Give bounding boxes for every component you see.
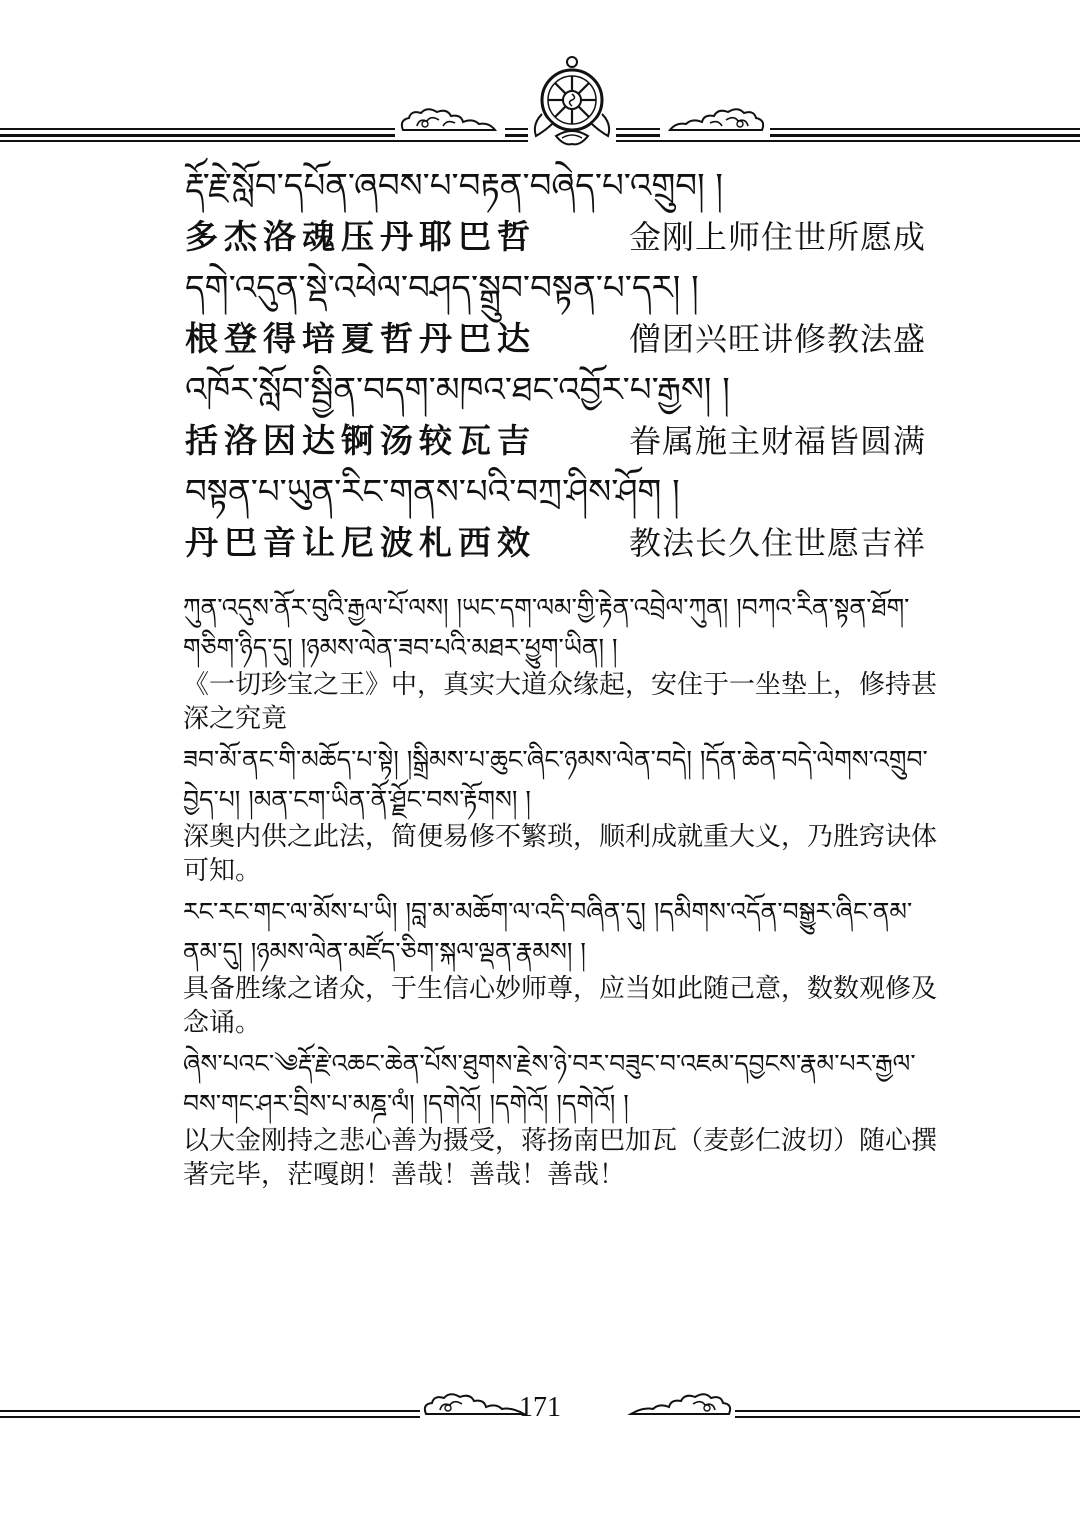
commentary-chinese: 以大金刚持之悲心善为摄受，蒋扬南巴加瓦（麦彭仁波切）随心撰著完毕，茫嘎朗！善哉！善哉！善哉！ — [183, 1126, 938, 1190]
verse-meaning: 眷属施主财福皆圆满 — [629, 422, 927, 460]
verse-transliteration: 根登得培夏哲丹巴达 — [185, 319, 536, 358]
verse-meaning: 僧团兴旺讲修教法盛 — [629, 320, 927, 358]
commentary-tibetan-line: བྱེད་པ། །མན་ངག་ཡིན་ནོ་ཤྗོང་བས་རྟོགས། ། — [183, 785, 531, 814]
verse-chinese-row — [185, 518, 985, 568]
cloud-right-icon — [660, 104, 770, 138]
verse-chinese-row — [185, 314, 985, 364]
verse-block — [185, 160, 985, 568]
verse-tibetan-line: འཁོར་སློབ་སྦྱིན་བདག་མཁའ་ཐང་འབྱོར་པ་རྒྱས། ། — [185, 370, 730, 410]
page-number: 171 — [519, 1392, 561, 1423]
verse-transliteration: 括洛因达锕汤较瓦吉 — [185, 421, 536, 460]
verse-tibetan-line: བསྟན་པ་ཡུན་རིང་གནས་པའི་བཀྲ་ཤིས་ཤོག ། — [185, 472, 680, 512]
commentary-tibetan-line: ནམ་དུ། །ཉམས་ལེན་མཛོད་ཅིག་སྐལ་ལྡན་རྣམས། ། — [183, 937, 586, 966]
commentary-tibetan-line: ཞེས་པའང་༄རྡོ་རྗེ་འཆང་ཆེན་པོས་ཐུགས་རྗེས་ཉེ་བར་བཟུང་བ་འཇམ་དབྱངས་རྣམ་པར་རྒྱལ་ — [183, 1049, 916, 1078]
verse-tibetan-line: རྡོ་རྗེ་སློབ་དཔོན་ཞབས་པ་བརྟན་བཞེད་པ་འགྲུབ། ། — [185, 166, 723, 206]
cloud-left-icon — [395, 104, 505, 138]
commentary-tibetan-line: བས་གང་ཤར་བྲིས་པ་མཎྜ་ལཾ། །དགེའོ། །དགེའོ། །དགེའོ། ། — [183, 1089, 629, 1118]
verse-meaning: 金刚上师住世所愿成 — [629, 218, 927, 256]
commentary-chinese: 深奥内供之此法，简便易修不繁琐，顺利成就重大义，乃胜窍诀体可知。 — [183, 822, 938, 886]
commentary-tibetan-line: རང་རང་གང་ལ་མོས་པ་ཡི། །བླ་མ་མཆོག་ལ་འདི་བཞིན་དུ། །དམིགས་འདོན་བསྒྱུར་ཞིང་ནམ་ — [183, 897, 913, 926]
commentary-tibetan-line: ཀུན་འདུས་ནོར་བུའི་རྒྱལ་པོ་ལས། །ཡང་དག་ལམ་གྱི་རྟེན་འབྲེལ་ཀུན། །བཀའ་རིན་སྟན་ཐོག་ — [183, 593, 910, 622]
verse-transliteration: 丹巴音让尼波札西效 — [185, 523, 536, 562]
dharma-wheel-icon — [522, 54, 622, 154]
verse-meaning: 教法长久住世愿吉祥 — [629, 524, 927, 562]
verse-chinese-row — [185, 416, 985, 466]
verse-transliteration: 多杰洛魂压丹耶巴哲 — [185, 217, 536, 256]
verse-chinese-row — [185, 212, 985, 262]
verse-tibetan-line: དགེ་འདུན་སྡེ་འཕེལ་བཤད་སྒྲུབ་བསྟན་པ་དར། ། — [185, 268, 699, 308]
commentary-tibetan-line: གཅིག་ཉིད་དུ། །ཉམས་ལེན་ཟབ་པའི་མཐར་ཕྱུག་ཡིན། ། — [183, 633, 618, 662]
commentary-chinese: 《一切珍宝之王》中，真实大道众缘起，安住于一坐垫上，修持甚深之究竟 — [183, 670, 938, 734]
commentary-tibetan-line: ཟབ་མོ་ནང་གི་མཆོད་པ་སྟེ། །སྒྲིམས་པ་ཆུང་ཞིང་ཉམས་ལེན་བདེ། །དོན་ཆེན་བདེ་ལེགས་འགྲུབ་ — [183, 745, 928, 774]
commentary-block — [183, 588, 953, 1196]
commentary-chinese: 具备胜缘之诸众，于生信心妙师尊，应当如此随己意，数数观修及念诵。 — [183, 974, 938, 1038]
